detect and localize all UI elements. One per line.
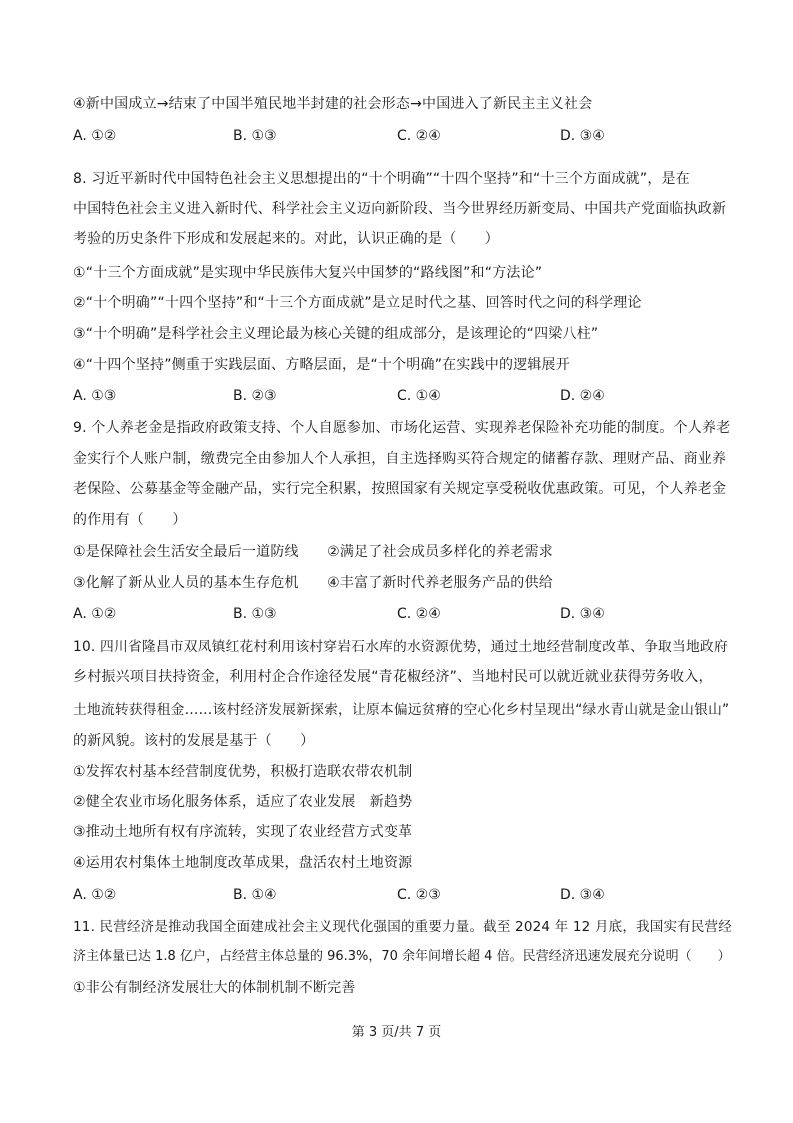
q7-options [73,126,733,146]
q8-option-d: D. ②④ [560,388,605,404]
q8-option-c: C. ①④ [397,388,441,404]
q9-option-b: B. ①③ [233,606,277,622]
q10-stem-line-2: 乡村振兴项目扶持资金，利用村企合作途径发展“青花椒经济”、当地村民可以就近就业获得劳务收入， [73,669,713,685]
q8-statement-3: ③“十个明确”是科学社会主义理论最为核心关键的组成部分，是该理论的“四梁八柱” [73,326,599,342]
q9-stem-line-2: 金实行个人账户制，缴费完全由参加人个人承担，自主选择购买符合规定的储蓄存款、理财产品、商业养 [73,451,727,467]
q9-option-c: C. ②④ [397,606,441,622]
q10-statement-2: ②健全农业市场化服务体系，适应了农业发展 新趋势 [73,794,413,810]
q10-option-b: B. ①④ [233,887,277,903]
page-number: 第 3 页/共 7 页 [351,1025,442,1040]
q8-statement-4: ④“十四个坚持”侧重于实践层面、方略层面，是“十个明确”在实践中的逻辑展开 [73,357,570,373]
q8-option-a: A. ①③ [73,388,117,404]
q7-statement-4: ④新中国成立→结束了中国半殖民地半封建的社会形态→中国进入了新民主主义社会 [73,96,593,112]
q8-option-b: B. ②③ [233,388,277,404]
q8-statement-1: ①“十三个方面成就”是实现中华民族伟大复兴中国梦的“路线图”和“方法论” [73,265,543,281]
q9-stem-line-3: 老保险、公募基金等金融产品，实行完全积累，按照国家有关规定享受税收优惠政策。可见，个人养老金 [73,481,727,497]
q7-option-d: D. ③④ [560,128,605,144]
q9-statements-1-2: ①是保障社会生活安全最后一道防线 ②满足了社会成员多样化的养老需求 [73,544,553,560]
q11-statement-1: ①非公有制经济发展壮大的体制机制不断完善 [73,980,356,996]
q10-stem-line-3: 土地流转获得租金……该村经济发展新探索，让原本偏远贫瘠的空心化乡村呈现出“绿水青山就是金山银山” [73,702,730,718]
q9-option-d: D. ③④ [560,606,605,622]
q8-stem-line-1: 8. 习近平新时代中国特色社会主义思想提出的“十个明确”“十四个坚持”和“十三个方面成就”，是在 [73,171,690,187]
q8-options [73,386,733,406]
q9-option-a: A. ①② [73,606,117,622]
q8-stem-line-2: 中国特色社会主义进入新时代、科学社会主义迈向新阶段、当今世界经历新变局、中国共产党面临执政新 [73,201,727,217]
q10-statement-4: ④运用农村集体土地制度改革成果，盘活农村土地资源 [73,855,413,871]
q10-option-c: C. ②③ [397,887,441,903]
q7-option-b: B. ①③ [233,128,277,144]
q9-options [73,604,733,624]
q11-stem-line-2: 济主体量已达 1.8 亿户，占经营主体总量的 96.3%，70 余年间增长超 4 倍。民营经济迅速发展充分说明（ ） [73,949,731,964]
q9-statements-3-4: ③化解了新从业人员的基本生存危机 ④丰富了新时代养老服务产品的供给 [73,575,553,591]
q8-statement-2: ②“十个明确”“十四个坚持”和“十三个方面成就”是立足时代之基、回答时代之问的科学理论 [73,295,642,311]
q10-stem-line-1: 10. 四川省隆昌市双凤镇红花村利用该村穿岩石水库的水资源优势，通过土地经营制度改革、争取当地政府 [73,639,728,655]
q10-stem-line-4: 的新风貌。该村的发展是基于（ ） [73,733,315,749]
q10-options [73,885,733,905]
q9-stem-line-1: 9. 个人养老金是指政府政策支持、个人自愿参加、市场化运营、实现养老保险补充功能的制度。个人养老 [73,420,731,436]
q8-stem-line-3: 考验的历史条件下形成和发展起来的。对此，认识正确的是（ ） [73,231,499,247]
q10-statement-1: ①发挥农村基本经营制度优势，积极打造联农带农机制 [73,764,413,780]
q7-option-a: A. ①② [73,128,117,144]
q10-option-d: D. ③④ [560,887,605,903]
q7-option-c: C. ②④ [397,128,441,144]
q9-stem-line-4: 的作用有（ ） [73,512,187,528]
q10-statement-3: ③推动土地所有权有序流转，实现了农业经营方式变革 [73,824,413,840]
q11-stem-line-1: 11. 民营经济是推动我国全面建成社会主义现代化强国的重要力量。截至 2024 年 12 月底，我国实有民营经 [73,919,732,935]
q10-option-a: A. ①② [73,887,117,903]
